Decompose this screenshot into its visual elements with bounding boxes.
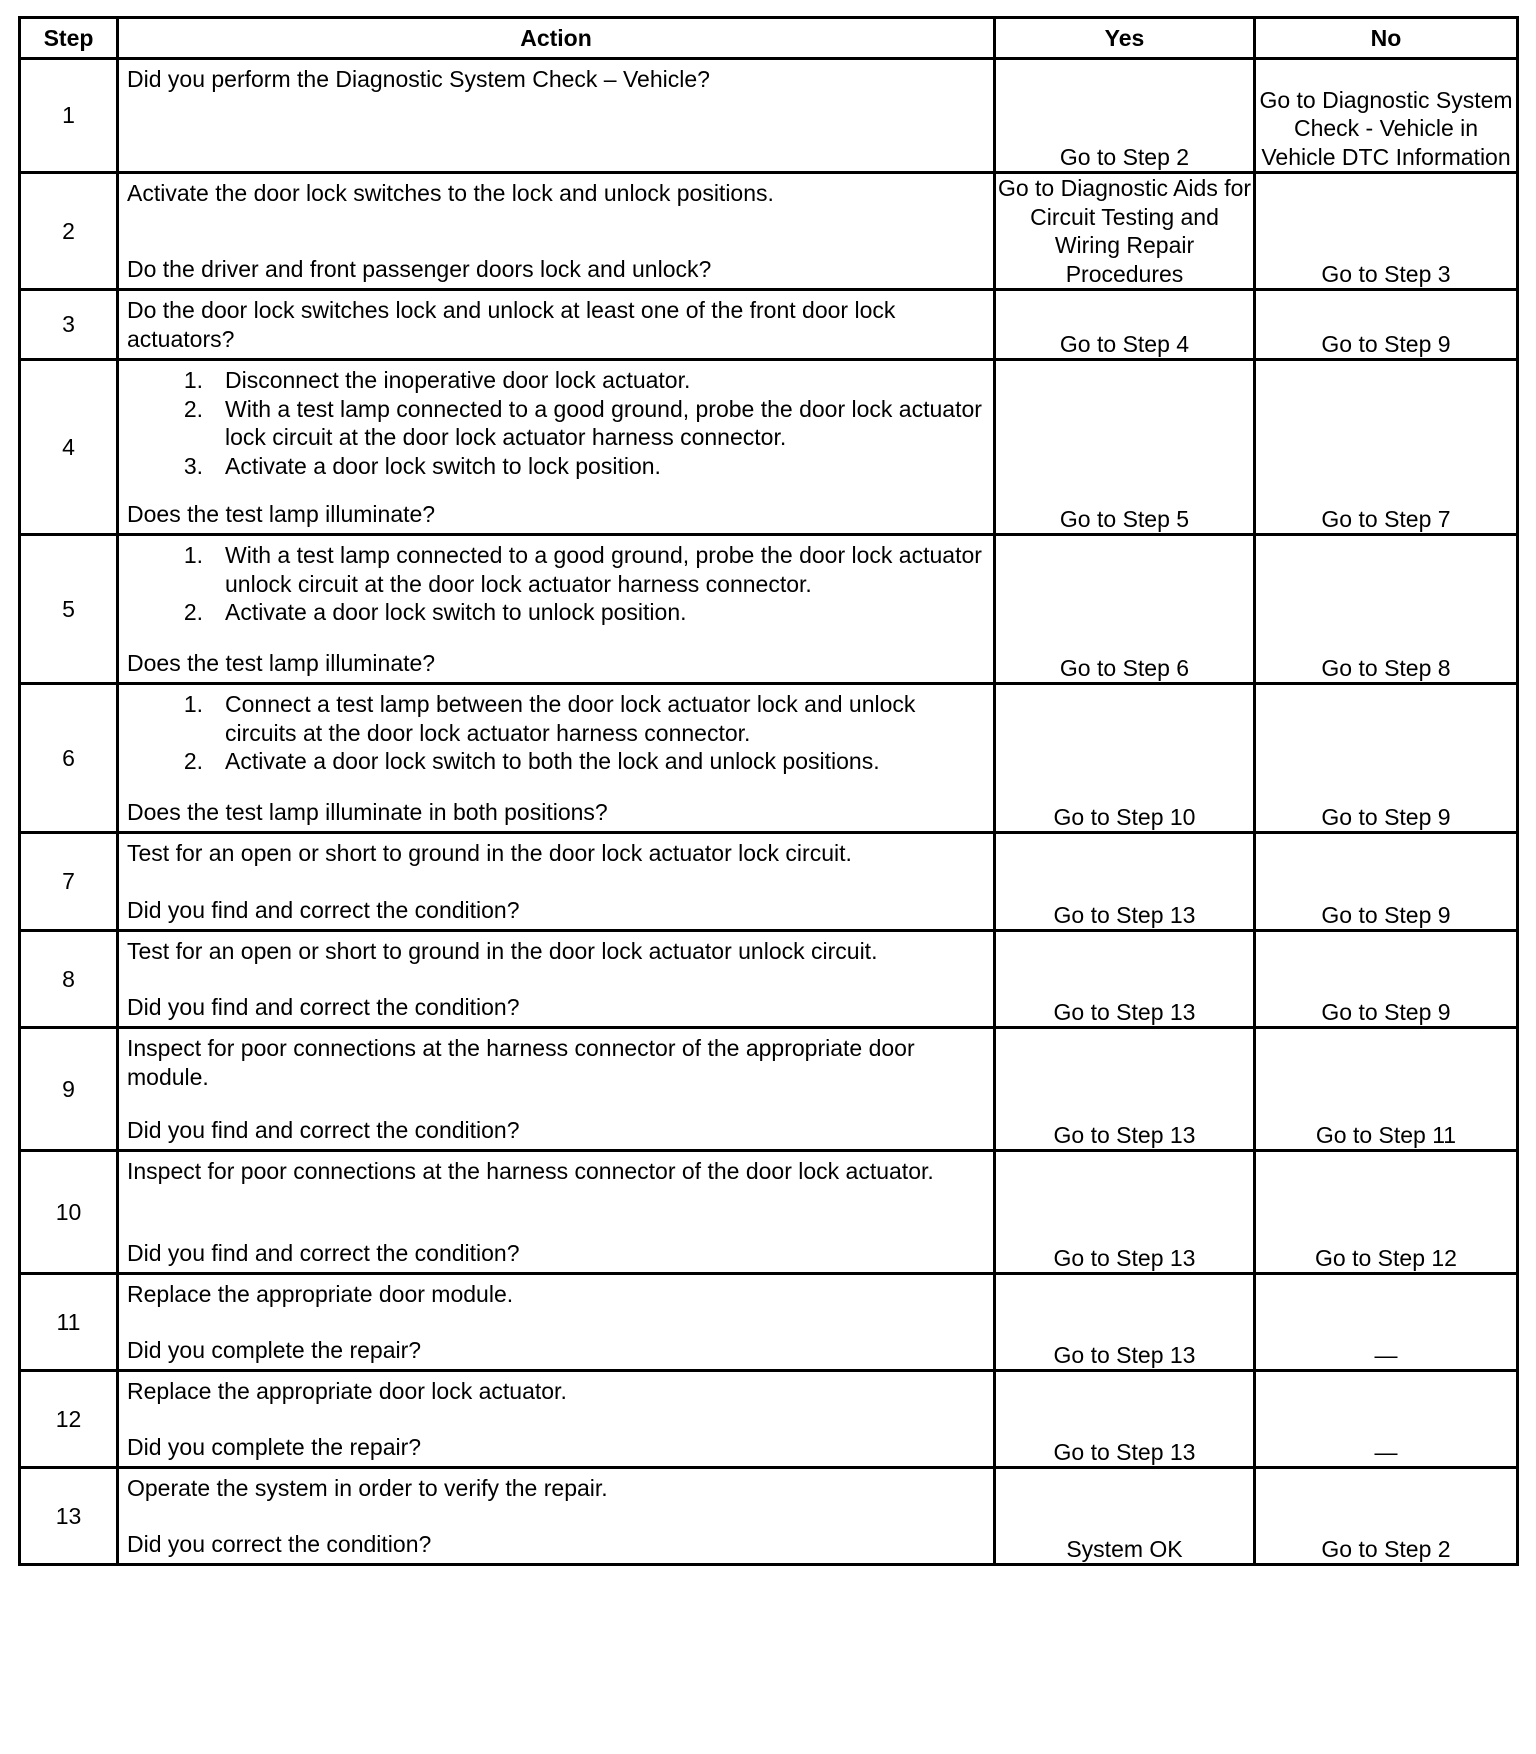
table-row <box>20 1028 1518 1151</box>
yes-result: Go to Step 13 <box>995 1274 1255 1371</box>
table-row <box>20 59 1518 173</box>
header-no: No <box>1255 18 1518 59</box>
action-cell <box>118 931 995 1028</box>
action-question: Did you find and correct the condition? <box>127 1116 520 1143</box>
header-action: Action <box>118 18 995 59</box>
no-result: Go to Step 9 <box>1255 931 1518 1028</box>
no-result: Go to Diagnostic System Check - Vehicle in Vehicle DTC Information <box>1255 59 1518 173</box>
no-result: Go to Step 9 <box>1255 684 1518 833</box>
action-text: Did you perform the Diagnostic System Check – Vehicle? <box>127 66 710 92</box>
action-question: Did you find and correct the condition? <box>127 1239 520 1266</box>
action-text: Activate the door lock switches to the lock and unlock positions. <box>127 180 774 206</box>
action-cell <box>118 360 995 535</box>
no-result: Go to Step 7 <box>1255 360 1518 535</box>
no-result: — <box>1255 1371 1518 1468</box>
step-number: 10 <box>20 1151 118 1274</box>
action-text: Inspect for poor connections at the harness connector of the door lock actuator. <box>127 1158 934 1184</box>
list-item: 3. Activate a door lock switch to lock position. <box>183 452 661 479</box>
action-question: Did you find and correct the condition? <box>127 993 520 1020</box>
no-result: Go to Step 2 <box>1255 1468 1518 1565</box>
yes-result: Go to Step 5 <box>995 360 1255 535</box>
no-result: Go to Step 11 <box>1255 1028 1518 1151</box>
no-result: Go to Step 9 <box>1255 833 1518 931</box>
step-number: 3 <box>20 290 118 360</box>
step-number: 5 <box>20 535 118 684</box>
header-yes: Yes <box>995 18 1255 59</box>
table-row <box>20 360 1518 535</box>
no-result: Go to Step 8 <box>1255 535 1518 684</box>
action-question: Does the test lamp illuminate in both positions? <box>127 798 608 825</box>
yes-result: Go to Step 13 <box>995 1151 1255 1274</box>
list-item: 1. Disconnect the inoperative door lock actuator. <box>183 367 691 393</box>
table-row <box>20 1371 1518 1468</box>
yes-result: Go to Step 2 <box>995 59 1255 173</box>
step-number: 2 <box>20 173 118 290</box>
action-cell <box>118 1274 995 1371</box>
list-item: 2. Activate a door lock switch to both the lock and unlock positions. <box>183 748 880 774</box>
no-result: Go to Step 9 <box>1255 290 1518 360</box>
step-number: 11 <box>20 1274 118 1371</box>
action-cell <box>118 1028 995 1151</box>
list-item: 2. Activate a door lock switch to unlock position. <box>183 599 687 625</box>
header-row <box>20 18 1518 59</box>
table-row <box>20 290 1518 360</box>
yes-result: Go to Step 10 <box>995 684 1255 833</box>
action-cell <box>118 59 995 173</box>
yes-result: Go to Step 13 <box>995 931 1255 1028</box>
table-row <box>20 173 1518 290</box>
list-item: 2. With a test lamp connected to a good ground, probe the door lock actuator lock circuit at the door lock actuator harness connector. <box>183 395 982 450</box>
yes-result: Go to Step 4 <box>995 290 1255 360</box>
action-question: Did you correct the condition? <box>127 1530 432 1557</box>
yes-result: Go to Step 13 <box>995 833 1255 931</box>
step-number: 4 <box>20 360 118 535</box>
step-number: 9 <box>20 1028 118 1151</box>
diagnostic-table <box>18 16 1519 1566</box>
action-text: Replace the appropriate door lock actuator. <box>127 1378 567 1404</box>
action-text: Replace the appropriate door module. <box>127 1281 514 1307</box>
action-question: Did you complete the repair? <box>127 1336 422 1363</box>
action-cell <box>118 833 995 931</box>
step-number: 12 <box>20 1371 118 1468</box>
step-number: 1 <box>20 59 118 173</box>
list-item: 1. Connect a test lamp between the door lock actuator lock and unlock circuits at the door lock actuator harness connector. <box>183 691 916 746</box>
yes-result: Go to Step 13 <box>995 1028 1255 1151</box>
action-cell <box>118 173 995 290</box>
action-cell <box>118 290 995 360</box>
step-number: 7 <box>20 833 118 931</box>
action-list <box>127 541 985 627</box>
action-question: Did you find and correct the condition? <box>127 896 520 923</box>
action-question: Do the driver and front passenger doors lock and unlock? <box>127 255 712 282</box>
table-row <box>20 1468 1518 1565</box>
table-row <box>20 535 1518 684</box>
table-row <box>20 684 1518 833</box>
no-result: Go to Step 3 <box>1255 173 1518 290</box>
yes-result: Go to Diagnostic Aids for Circuit Testing and Wiring Repair Procedures <box>995 173 1255 290</box>
action-list <box>127 366 985 480</box>
action-text: Test for an open or short to ground in the door lock actuator lock circuit. <box>127 840 852 866</box>
step-number: 6 <box>20 684 118 833</box>
step-number: 8 <box>20 931 118 1028</box>
list-item: 1. With a test lamp connected to a good ground, probe the door lock actuator unlock circuit at the door lock actuator harness connector. <box>183 542 982 597</box>
action-cell <box>118 1151 995 1274</box>
no-result: Go to Step 12 <box>1255 1151 1518 1274</box>
yes-result: System OK <box>995 1468 1255 1565</box>
yes-result: Go to Step 13 <box>995 1371 1255 1468</box>
action-question: Did you complete the repair? <box>127 1433 422 1460</box>
action-cell <box>118 1468 995 1565</box>
action-cell <box>118 535 995 684</box>
action-question: Does the test lamp illuminate? <box>127 649 436 676</box>
action-text: Operate the system in order to verify the repair. <box>127 1475 608 1501</box>
action-cell <box>118 1371 995 1468</box>
table-row <box>20 1274 1518 1371</box>
step-number: 13 <box>20 1468 118 1565</box>
action-list <box>127 690 985 776</box>
action-text: Inspect for poor connections at the harness connector of the appropriate door module. <box>127 1035 915 1090</box>
action-question: Does the test lamp illuminate? <box>127 500 436 527</box>
table-row <box>20 931 1518 1028</box>
header-step: Step <box>20 18 118 59</box>
no-result: — <box>1255 1274 1518 1371</box>
yes-result: Go to Step 6 <box>995 535 1255 684</box>
action-cell <box>118 684 995 833</box>
table-row <box>20 1151 1518 1274</box>
action-text: Test for an open or short to ground in the door lock actuator unlock circuit. <box>127 938 878 964</box>
table-row <box>20 833 1518 931</box>
action-text: Do the door lock switches lock and unlock at least one of the front door lock actuators? <box>127 297 896 352</box>
